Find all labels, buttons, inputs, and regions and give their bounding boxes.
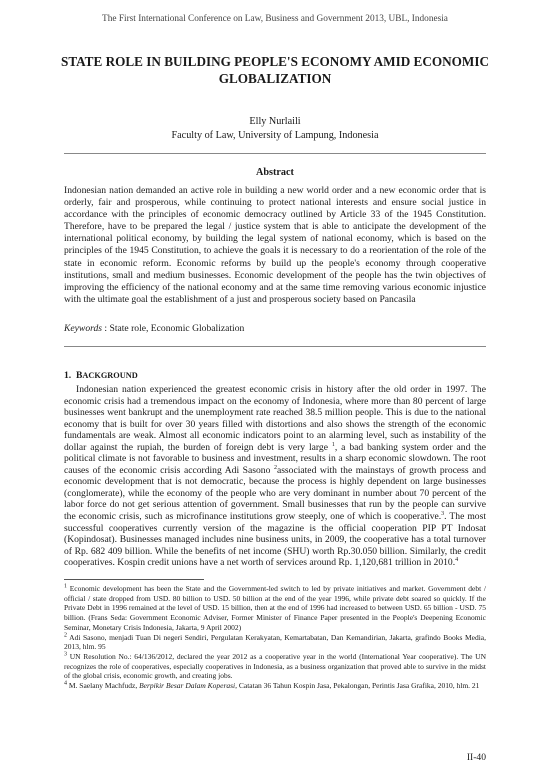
footnote	[64, 652, 486, 681]
footnote-book-title: Berpikir Besar Dalam Koperasi	[139, 681, 236, 691]
footnote-number: 4	[64, 680, 67, 687]
running-header: The First International Conference on Law, Business and Government 2013, UBL, Indonesia	[102, 14, 448, 24]
divider-top	[64, 153, 486, 154]
body-paragraph	[64, 384, 486, 569]
footnote-text: Adi Sasono, menjadi Tuan Di negeri Sendiri, Pergulatan Kerakyatan, Kemartabatan, Dan Kemandirian, Jakarta, grafindo Books Media, 2013, hlm. 95	[64, 632, 486, 652]
section-heading	[64, 370, 138, 381]
footnote-ref: 1	[331, 441, 335, 448]
body-span: Indonesian nation experienced the greatest economic crisis in history after the old order in 1997. The economic crisis had a tremendous impact on the economy of Indonesia, where more than 80 percent of large businesses went bankrupt and the unemployment rate reached 38.5 million people. This is due to the national economy that is built for over 30 years filled with distortions and also shows the strength of the economic fundamentals are weak. Almost all economic indicators point to an alarming level, such as instability of the dollar against the rupiah, the burden of foreign debt is very large	[64, 384, 486, 453]
divider-bottom	[64, 346, 486, 347]
footnote-ref: 4	[455, 557, 459, 564]
keywords-values: : State role, Economic Globalization	[102, 323, 245, 334]
page-number: II-40	[466, 752, 486, 763]
footnote-number: 1	[64, 583, 67, 590]
section-initial: B	[76, 370, 83, 381]
footnote-ref: 2	[273, 464, 277, 471]
abstract-text: Indonesian nation demanded an active role in building a new world order and a new economic order that is orderly, fair and prosperous, while continuing to protect national interests and ensure social justice in accordance with the principles of economic democracy outlined by Article 33 of the 1945 Constitution. Therefore, have to be prepared the legal / justice system that is able to anticipate the development of the international political economy, by building the legal system of national economy, which is based on the principles of the 1945 Constitution, to achieve the goals it is necessary to do a reorientation of the role of the state in economic reform. Economic reforms by build up the people's economy through cooperative institutions, small and medium businesses. Economic development of the people has the twin objectives of improving the efficiency of the national economy and at the same time removing various economic injustice with the ultimate goal the establishment of a just and prosperous society based on Pancasila	[64, 185, 486, 305]
footnote	[64, 681, 486, 691]
keywords-line	[64, 323, 486, 334]
abstract-heading: Abstract	[256, 167, 294, 178]
keywords-label: Keywords	[64, 323, 103, 334]
section-number: 1.	[64, 370, 72, 381]
footnote-number: 2	[64, 632, 67, 639]
author-name: Elly Nurlaili	[249, 116, 301, 127]
footnote	[64, 584, 486, 633]
body-text	[64, 384, 486, 569]
body-span: associated with the mainstays of growth process and economic development that is not democratic, because the process is highly dependent on large businesses (conglomerate), while the economy of the people who are very dominant in number about 70 percent of the labor force do not get serious attention of government. Small businesses that run by the people can survive the economic crisis, such as microfinance institutions grow steeply, one of which is cooperative.	[64, 464, 487, 523]
footnote	[64, 633, 486, 652]
footnote-text: , Catatan 36 Tahun Kospin Jasa, Pekalongan, Perintis Jasa Grafika, 2010, hlm. 21	[235, 681, 480, 691]
footnote-text: UN Resolution No.: 64/136/2012, declared the year 2012 as a cooperative year in the world (International Year cooperative). The UN recognizes the role of cooperatives, especially cooperatives in Indonesia, as a business organization that proved able to survive in the midst of the global crisis, economic growth, and creating jobs.	[64, 651, 486, 681]
footnote-ref: 3	[441, 510, 445, 517]
footnote-text: M. Saelany Machfudz,	[67, 681, 140, 691]
footnotes	[64, 584, 486, 691]
body-span: . The most successful cooperatives currently version of the magazine is the official cooperation PIP PT Indosat (Kopindosat). Businesses managed includes nine business units, in 2009, the cooperative has a total turnover of Rp. 682 409 billion. While the benefits of net income (SHU) worth Rp.30.050 billion. Similarly, the credit cooperatives. Kospin credit unions have a net worth of services around Rp. 1,120,681 trillion in 2010.	[64, 511, 486, 569]
author-affiliation: Faculty of Law, University of Lampung, Indonesia	[171, 130, 379, 141]
section-title-rest: ACKGROUND	[82, 371, 138, 380]
footnote-text: Economic development has been the State and the Government-led switch to led by private initiatives and market. Government debt / official / state dropped from USD. 80 billion to USD. 50 billion at the end of the year 1996, while private debt soared so quickly. If the Private Debt in 1996 remained at the level of USD. 15 billion, then at the end of 1996 had increased to between USD. 65 billion - USD. 75 billion. (Frans Seda: Government Economic Adviser, Former Minister of Finance Paper presented in the People's Deepening Economic Seminar, Monetary Crisis Indonesia, Jakarta, 9 April 2002)	[64, 584, 486, 632]
paper-title: STATE ROLE IN BUILDING PEOPLE'S ECONOMY AMID ECONOMIC GLOBALIZATION	[60, 54, 490, 86]
footnote-number: 3	[64, 651, 67, 658]
body-span: , a bad banking system order and the political climate is not favorable to business and investment, results in a sharp economic slowdown. The root causes of the economic crisis according Adi Sasono	[64, 441, 487, 476]
footnote-divider	[64, 579, 204, 580]
